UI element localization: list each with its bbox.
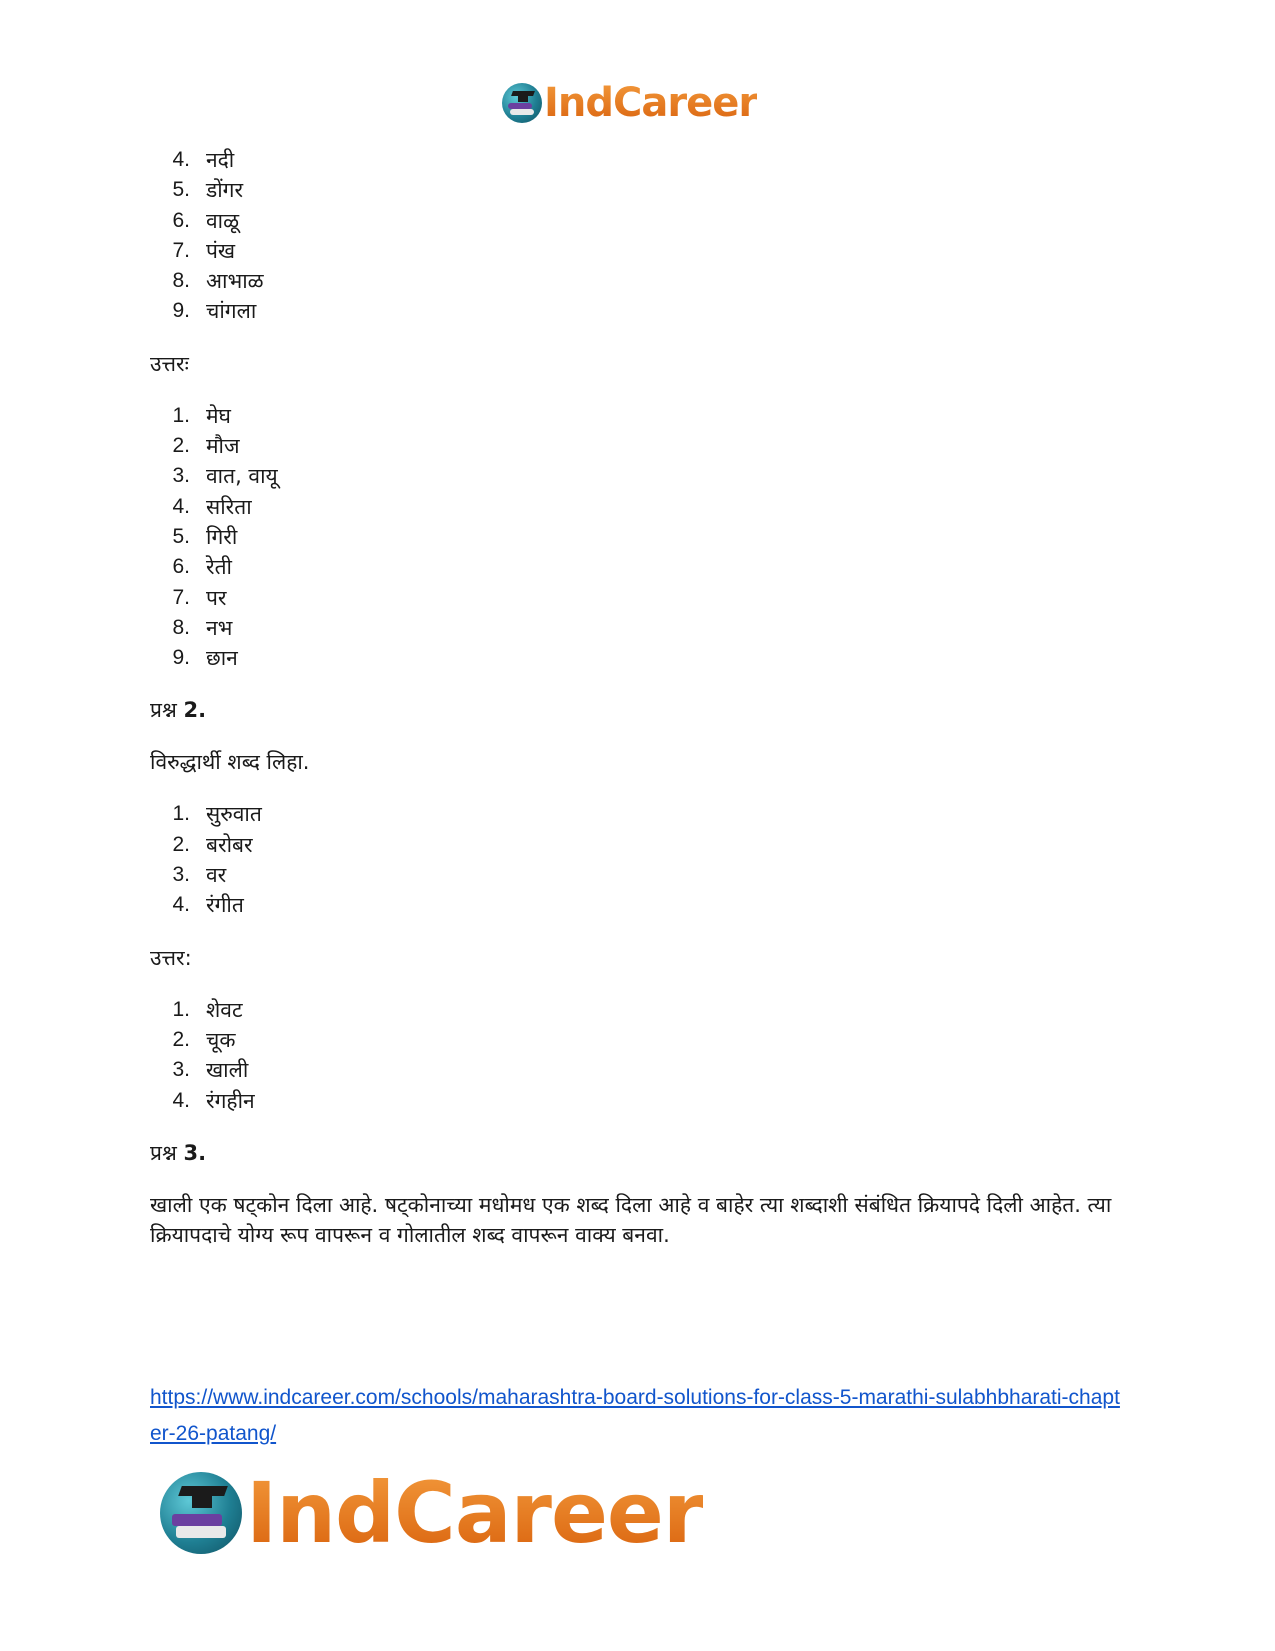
question-2-heading	[150, 695, 1130, 725]
question-number: 2.	[183, 698, 207, 723]
list-item-number: 2.	[172, 1027, 190, 1051]
list-item-text: नदी	[206, 148, 235, 172]
antonym-question-list	[150, 799, 1130, 920]
list-item	[150, 236, 1130, 266]
antonym-answer-list	[150, 995, 1130, 1116]
list-item-text: डोंगर	[206, 178, 244, 203]
answer-label: उत्तरः	[150, 351, 189, 376]
list-item	[150, 431, 1130, 461]
list-item-number: 7.	[172, 238, 190, 262]
list-item	[150, 643, 1130, 673]
list-item-text: सुरुवात	[206, 802, 262, 827]
list-item-text: वात, वायू	[206, 464, 278, 489]
list-item-text: नभ	[206, 615, 233, 640]
list-item-number: 6.	[172, 555, 190, 579]
list-item-text: खाली	[206, 1058, 249, 1083]
question-prefix: प्रश्न	[150, 698, 177, 723]
list-item-text: पंख	[206, 238, 236, 263]
list-item-number: 3.	[172, 1058, 190, 1082]
list-item	[150, 552, 1130, 582]
list-item-number: 8.	[172, 615, 190, 639]
synonym-answer-list	[150, 401, 1130, 674]
list-item-text: मौज	[206, 434, 240, 459]
globe-books-icon	[502, 83, 542, 123]
globe-books-icon	[160, 1472, 242, 1554]
question-3-text: खाली एक षट्कोन दिला आहे. षट्कोनाच्या मधोमध एक शब्द दिला आहे व बाहेर त्या शब्दाशी संबंधित क्रियापदे दिली आहेत. त्या क्रियापदाचे योग्य रूप वापरून व गोलातील शब्द वापरून वाक्य बनवा.	[150, 1192, 1112, 1247]
list-item-text: वर	[206, 863, 227, 888]
list-item	[150, 522, 1130, 552]
document-body	[150, 145, 1130, 1250]
list-item-text: आभाळ	[206, 269, 264, 294]
list-item-number: 4.	[172, 148, 190, 171]
list-item-number: 9.	[172, 299, 190, 323]
list-item	[150, 492, 1130, 522]
list-item-number: 1.	[172, 802, 190, 826]
list-item	[150, 1025, 1130, 1055]
list-item	[150, 613, 1130, 643]
list-item	[150, 830, 1130, 860]
list-item-text: वाळू	[206, 208, 240, 233]
list-item-number: 4.	[172, 1088, 190, 1112]
indcareer-logo-top	[502, 80, 757, 126]
list-item-text: बरोबर	[206, 832, 253, 857]
source-url-link[interactable]: https://www.indcareer.com/schools/maharashtra-board-solutions-for-class-5-marathi-sulabhbharati-chapter-26-patang/	[150, 1386, 1120, 1445]
list-item-number: 8.	[172, 269, 190, 293]
brand-wordmark: IndCareer	[246, 1464, 704, 1562]
indcareer-logo-bottom	[160, 1465, 703, 1561]
list-item-number: 1.	[172, 403, 190, 427]
list-item-text: चांगला	[206, 299, 257, 324]
list-item-number: 9.	[172, 646, 190, 670]
list-item	[150, 266, 1130, 296]
question-2-text: विरुद्धार्थी शब्द लिहा.	[150, 750, 310, 775]
list-item-text: रंगहीन	[206, 1088, 255, 1113]
list-item-number: 3.	[172, 863, 190, 887]
list-item	[150, 890, 1130, 920]
list-item-text: सरिता	[206, 494, 252, 519]
list-item-text: पर	[206, 585, 227, 610]
list-item-number: 1.	[172, 997, 190, 1021]
synonym-question-list	[150, 145, 1130, 327]
list-item-number: 3.	[172, 464, 190, 488]
list-item	[150, 799, 1130, 829]
list-item	[150, 461, 1130, 491]
list-item-text: शेवट	[206, 997, 243, 1022]
list-item	[150, 175, 1130, 205]
list-item-number: 6.	[172, 208, 190, 232]
question-prefix: प्रश्न	[150, 1140, 177, 1165]
list-item-text: मेघ	[206, 403, 231, 428]
list-item-number: 2.	[172, 434, 190, 458]
list-item-number: 7.	[172, 585, 190, 609]
list-item-number: 4.	[172, 494, 190, 518]
list-item-text: गिरी	[206, 524, 238, 549]
list-item-number: 5.	[172, 178, 190, 202]
list-item	[150, 1086, 1130, 1116]
list-item-text: चूक	[206, 1027, 236, 1052]
list-item-text: रंगीत	[206, 893, 244, 918]
answer-label: उत्तर:	[150, 945, 192, 970]
question-number: 3.	[183, 1140, 207, 1165]
list-item	[150, 860, 1130, 890]
list-item-number: 5.	[172, 524, 190, 548]
list-item	[150, 995, 1130, 1025]
question-3-heading	[150, 1138, 1130, 1168]
list-item	[150, 583, 1130, 613]
list-item-text: रेती	[206, 555, 232, 580]
brand-wordmark: IndCareer	[544, 80, 758, 126]
list-item-text: छान	[206, 646, 238, 671]
list-item-number: 4.	[172, 893, 190, 917]
list-item	[150, 401, 1130, 431]
list-item	[150, 1055, 1130, 1085]
list-item-number: 2.	[172, 832, 190, 856]
list-item	[150, 296, 1130, 326]
list-item	[150, 206, 1130, 236]
list-item	[150, 145, 1130, 175]
